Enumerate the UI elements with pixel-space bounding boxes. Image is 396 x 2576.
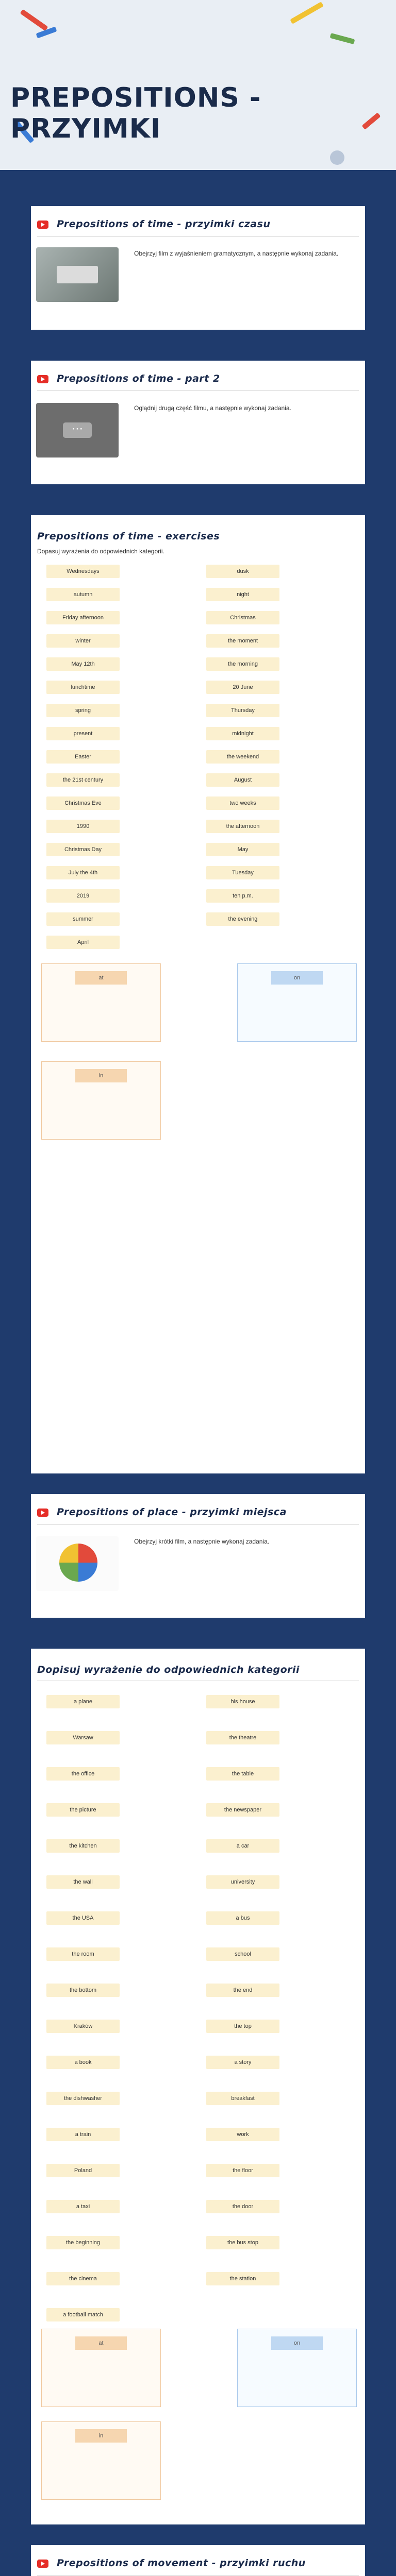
drag-item[interactable]: night bbox=[206, 588, 279, 601]
drag-item[interactable]: the room bbox=[46, 1947, 120, 1961]
section-time-video-2 bbox=[31, 361, 365, 484]
drag-item[interactable]: the afternoon bbox=[206, 820, 279, 833]
drag-item[interactable]: the office bbox=[46, 1767, 120, 1781]
youtube-icon bbox=[37, 2560, 48, 2568]
section-title: Prepositions of time - exercises bbox=[37, 531, 220, 542]
drag-item[interactable]: breakfast bbox=[206, 2092, 279, 2105]
drag-item[interactable]: May 12th bbox=[46, 657, 120, 671]
drag-item[interactable]: Thursday bbox=[206, 704, 279, 717]
decor-pencil bbox=[20, 9, 48, 31]
drag-item[interactable]: 20 June bbox=[206, 681, 279, 694]
drag-item[interactable]: the kitchen bbox=[46, 1839, 120, 1853]
drag-item[interactable]: the bottom bbox=[46, 1984, 120, 1997]
section-description: Obejrzyj film z wyjaśnieniem gramatycznym, a następnie wykonaj zadania. bbox=[134, 250, 339, 257]
avatar[interactable] bbox=[330, 150, 344, 165]
video-thumbnail[interactable] bbox=[36, 403, 119, 457]
decor-pencil bbox=[290, 2, 324, 24]
section-place-video bbox=[31, 1494, 365, 1618]
person-image bbox=[57, 266, 98, 283]
section-place-exercises bbox=[31, 1649, 365, 2524]
drag-item[interactable]: the newspaper bbox=[206, 1803, 279, 1817]
section-title: Prepositions of time - przyimki czasu bbox=[57, 218, 271, 230]
drag-item[interactable]: lunchtime bbox=[46, 681, 120, 694]
drag-item[interactable]: summer bbox=[46, 912, 120, 926]
drag-item[interactable]: university bbox=[206, 1875, 279, 1889]
drop-bucket-on[interactable] bbox=[237, 963, 357, 1042]
drag-item[interactable]: a football match bbox=[46, 2308, 120, 2321]
drag-item[interactable]: a bus bbox=[206, 1911, 279, 1925]
drag-item[interactable]: midnight bbox=[206, 727, 279, 740]
drag-item[interactable]: Poland bbox=[46, 2164, 120, 2177]
drag-item[interactable]: Friday afternoon bbox=[46, 611, 120, 624]
drag-item[interactable]: work bbox=[206, 2128, 279, 2141]
drag-item[interactable]: the picture bbox=[46, 1803, 120, 1817]
drag-item[interactable]: Easter bbox=[46, 750, 120, 764]
drag-item[interactable]: the weekend bbox=[206, 750, 279, 764]
page-title: PREPOSITIONS - PRZYIMKI bbox=[10, 82, 261, 144]
drag-item[interactable]: spring bbox=[46, 704, 120, 717]
drag-item[interactable]: Warsaw bbox=[46, 1731, 120, 1744]
drag-item[interactable]: two weeks bbox=[206, 796, 279, 810]
section-time-exercises bbox=[31, 515, 365, 1473]
bucket-label: at bbox=[75, 2336, 127, 2350]
drag-item[interactable]: ten p.m. bbox=[206, 889, 279, 903]
drag-item[interactable]: July the 4th bbox=[46, 866, 120, 879]
video-thumbnail[interactable] bbox=[36, 247, 119, 302]
drag-item[interactable]: the evening bbox=[206, 912, 279, 926]
drop-bucket-in[interactable] bbox=[41, 1061, 161, 1140]
drag-item[interactable]: Christmas Day bbox=[46, 843, 120, 856]
section-title: Dopisuj wyrażenie do odpowiednich kategorii bbox=[37, 1664, 300, 1675]
diagram-image bbox=[59, 1544, 97, 1582]
drop-bucket-in[interactable] bbox=[41, 2421, 161, 2500]
drag-item[interactable]: the wall bbox=[46, 1875, 120, 1889]
drag-item[interactable]: a train bbox=[46, 2128, 120, 2141]
drop-bucket-at[interactable] bbox=[41, 963, 161, 1042]
bucket-label: on bbox=[271, 971, 323, 985]
bucket-label: in bbox=[75, 1069, 127, 1082]
section-title: Prepositions of time - part 2 bbox=[57, 373, 220, 384]
drag-item[interactable]: present bbox=[46, 727, 120, 740]
drag-item[interactable]: April bbox=[46, 936, 120, 949]
drag-item[interactable]: Kraków bbox=[46, 2020, 120, 2033]
drag-item[interactable]: the theatre bbox=[206, 1731, 279, 1744]
drag-item[interactable]: 2019 bbox=[46, 889, 120, 903]
section-title: Prepositions of movement - przyimki ruchu bbox=[57, 2557, 306, 2569]
drag-item[interactable]: a taxi bbox=[46, 2200, 120, 2213]
drag-item[interactable]: the moment bbox=[206, 634, 279, 648]
drag-item[interactable]: the table bbox=[206, 1767, 279, 1781]
drag-item[interactable]: Christmas Eve bbox=[46, 796, 120, 810]
drag-item[interactable]: the station bbox=[206, 2272, 279, 2285]
drag-item[interactable]: the bus stop bbox=[206, 2236, 279, 2249]
drag-item[interactable]: the floor bbox=[206, 2164, 279, 2177]
youtube-icon bbox=[37, 375, 48, 383]
bucket-label: in bbox=[75, 2429, 127, 2443]
drag-item[interactable]: the dishwasher bbox=[46, 2092, 120, 2105]
instruction-text: Dopasuj wyrażenia do odpowiednich kategorii. bbox=[37, 548, 164, 555]
drag-item[interactable]: a book bbox=[46, 2056, 120, 2069]
page-header bbox=[0, 0, 396, 170]
drag-item[interactable]: the end bbox=[206, 1984, 279, 1997]
drag-item[interactable]: autumn bbox=[46, 588, 120, 601]
bucket-label: at bbox=[75, 971, 127, 985]
drag-item[interactable]: winter bbox=[46, 634, 120, 648]
drag-item[interactable]: a plane bbox=[46, 1695, 120, 1708]
decor-pencil bbox=[330, 33, 355, 44]
video-thumbnail[interactable] bbox=[36, 1536, 119, 1591]
drag-item[interactable]: August bbox=[206, 773, 279, 787]
drag-item[interactable]: the beginning bbox=[46, 2236, 120, 2249]
more-icon: ⋯ bbox=[63, 422, 92, 438]
drag-item[interactable]: the door bbox=[206, 2200, 279, 2213]
drop-bucket-on[interactable] bbox=[237, 2329, 357, 2407]
drag-item[interactable]: the cinema bbox=[46, 2272, 120, 2285]
drag-item[interactable]: Christmas bbox=[206, 611, 279, 624]
drag-item[interactable]: a story bbox=[206, 2056, 279, 2069]
drag-item[interactable]: dusk bbox=[206, 565, 279, 578]
drag-item[interactable]: the USA bbox=[46, 1911, 120, 1925]
section-movement bbox=[31, 2545, 365, 2576]
drag-item[interactable]: 1990 bbox=[46, 820, 120, 833]
drag-item[interactable]: the top bbox=[206, 2020, 279, 2033]
drag-item[interactable]: Wednesdays bbox=[46, 565, 120, 578]
section-title: Prepositions of place - przyimki miejsca bbox=[57, 1506, 287, 1518]
drag-item[interactable]: his house bbox=[206, 1695, 279, 1708]
youtube-icon bbox=[37, 1509, 48, 1517]
section-description: Obejrzyj krótki film, a następnie wykonaj zadania. bbox=[134, 1538, 270, 1545]
drag-item[interactable]: the 21st century bbox=[46, 773, 120, 787]
drag-item[interactable]: Tuesday bbox=[206, 866, 279, 879]
bucket-label: on bbox=[271, 2336, 323, 2350]
section-description: Oglądnij drugą część filmu, a następnie wykonaj zadania. bbox=[134, 404, 291, 412]
section-time-video bbox=[31, 206, 365, 330]
drag-item[interactable]: the morning bbox=[206, 657, 279, 671]
drag-item[interactable]: school bbox=[206, 1947, 279, 1961]
drag-item[interactable]: a car bbox=[206, 1839, 279, 1853]
drop-bucket-at[interactable] bbox=[41, 2329, 161, 2407]
youtube-icon bbox=[37, 221, 48, 229]
drag-item[interactable]: May bbox=[206, 843, 279, 856]
